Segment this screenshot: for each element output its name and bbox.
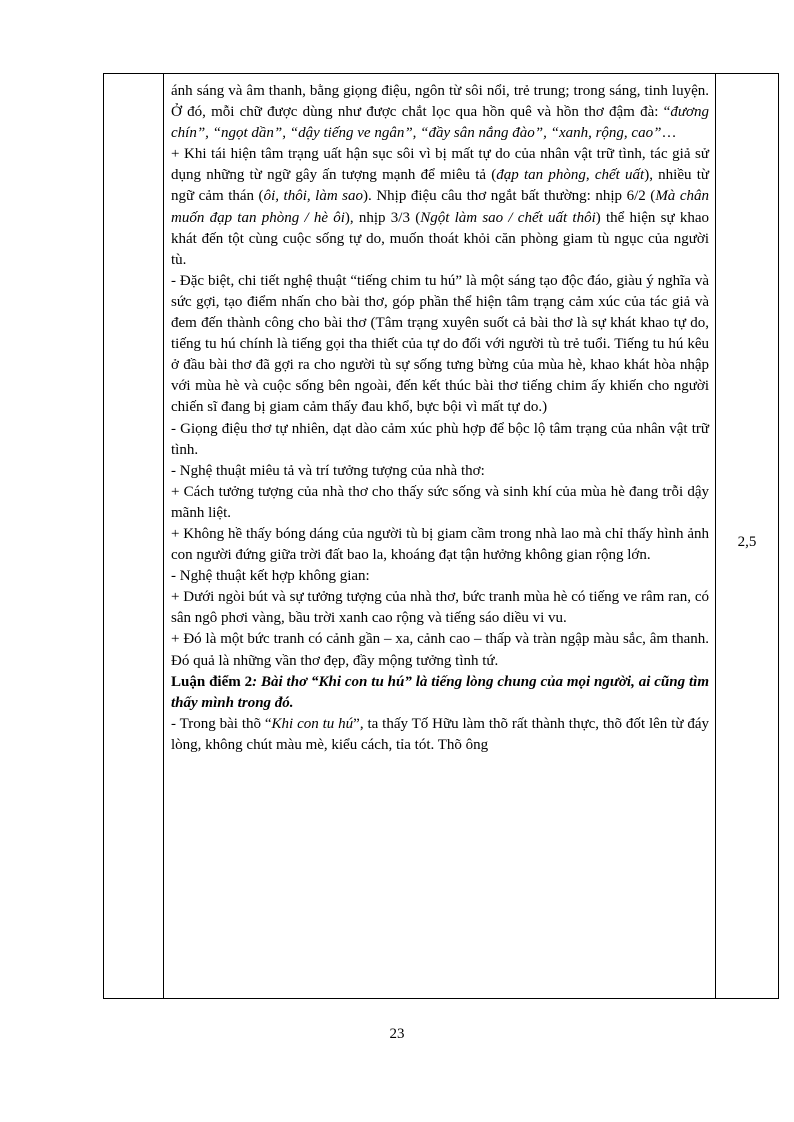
answer-table	[103, 73, 779, 999]
paragraph: + Đó là một bức tranh có cảnh gần – xa, cảnh cao – thấp và tràn ngập màu sắc, âm thanh. Đó quả là những vần thơ đẹp, đầy mộng tưởng tình tứ.	[171, 631, 709, 669]
paragraph: + Cách tưởng tượng của nhà thơ cho thấy sức sống và sinh khí của mùa hè đang trỗi dậy mãnh liệt.	[171, 483, 709, 521]
text-run: …	[661, 125, 677, 142]
text-run: Mà chân muốn đạp tan phòng / hè ôi	[171, 188, 710, 226]
text-run: ánh sáng và âm thanh, bằng giọng điệu, ngôn từ sôi nổi, trẻ trung; trong sáng, tinh luyện. Ở đó, mỗi chữ được dùng như được chắt lọc qua hồn quê và hồn thơ đậm đà: “	[171, 83, 709, 121]
text-run: ). Nhịp điệu câu thơ ngắt bất thường: nhịp 6/2 (	[363, 188, 656, 205]
score-value: 2,5	[737, 534, 757, 550]
paragraph: - Giọng điệu thơ tự nhiên, dạt dào cảm xúc phù hợp để bộc lộ tâm trạng của nhân vật trữ tình.	[171, 420, 709, 458]
section-heading	[171, 672, 709, 714]
text-run: Ngột làm sao / chết uất thôi	[420, 209, 596, 226]
page-number: 23	[389, 1026, 405, 1042]
text-run: ”, ta thấy Tố Hữu làm thõ rất thành thực, thõ đốt lên từ đáy lòng, không chút màu mè, kiểu cách, tỉa tót. Thõ ông	[171, 715, 710, 753]
text-run: ôi, thôi, làm sao	[263, 188, 364, 205]
paragraph: + Không hề thấy bóng dáng của người tù bị giam cầm trong nhà lao mà chỉ thấy hình ảnh con người đứng giữa trời đất bao la, khoáng đạt tận hưởng không gian rộng lớn.	[171, 525, 709, 564]
text-run: - Trong bài thõ “	[171, 715, 272, 732]
text-run: đạp tan phòng, chết uất	[496, 167, 645, 184]
paragraph: + Dưới ngòi bút và sự tưởng tượng của nhà thơ, bức tranh mùa hè có tiếng ve râm ran, có sân ngô phơi vàng, bầu trời xanh cao rộng và tiếng sáo diều vi vu.	[171, 589, 709, 627]
paragraph: - Nghệ thuật kết hợp không gian:	[171, 568, 370, 585]
text-run: Luận điểm 2	[171, 673, 253, 690]
text-run: Khi con tu hú	[271, 715, 354, 732]
paragraph: - Nghệ thuật miêu tả và trí tưởng tượng của nhà thơ:	[171, 462, 485, 479]
text-run: ), nhịp 3/3 (	[344, 209, 421, 226]
text-run: + Khi tái hiện tâm trạng uất hận sục sôi vì bị mất tự do của nhân vật trữ tình, tác giả sử dụng những từ ngữ gây ấn tượng mạnh để miêu tả (	[171, 146, 709, 184]
text-run: ) thể hiện sự khao khát đến tột cùng cuộc sống tự do, muốn thoát khỏi căn phòng giam tù ngục của người tù.	[171, 209, 709, 268]
text-run: : Bài thơ “Khi con tu hú” là tiếng lòng chung của mọi người, ai cũng tìm thấy mình trong đó.	[171, 673, 709, 711]
paragraph	[171, 144, 709, 271]
score-cell	[716, 74, 779, 999]
paragraph	[171, 714, 709, 756]
paragraph	[171, 81, 709, 144]
text-run: đương chín”, “ngọt dần”, “dậy tiếng ve ngân”, “đầy sân nắng đào”, “xanh, rộng, cao”	[171, 104, 709, 142]
left-empty-cell	[104, 74, 164, 999]
paragraph: - Đặc biệt, chi tiết nghệ thuật “tiếng chim tu hú” là một sáng tạo độc đáo, giàu ý nghĩa và sức gợi, tạo điểm nhấn cho bài thơ, góp phần thể hiện tâm trạng cảm xúc của tác giả và đem đến thành công cho bài thơ (Tâm trạng xuyên suốt cả bài thơ là sự khát khao tự do, tiếng tu hú chính là tiếng gọi tha thiết của tự do đối với người tù trẻ tuổi. Tiếng tu hú kêu ở đầu bài thơ đã gợi ra cho người tù sự sống tưng bừng của mùa hè, khao khát hòa nhập với mùa hè và cuộc sống bên ngoài, đến kết thúc bài thơ tiếng chim ấy khiến cho người chiến sĩ đang bị giam cảm thấy đau khổ, bực bội vì mất tự do.)	[171, 272, 709, 416]
content-cell	[164, 74, 716, 999]
table-row	[104, 74, 779, 999]
content-text	[164, 74, 715, 756]
text-run: ), nhiều từ ngữ cảm thán (	[171, 167, 709, 205]
